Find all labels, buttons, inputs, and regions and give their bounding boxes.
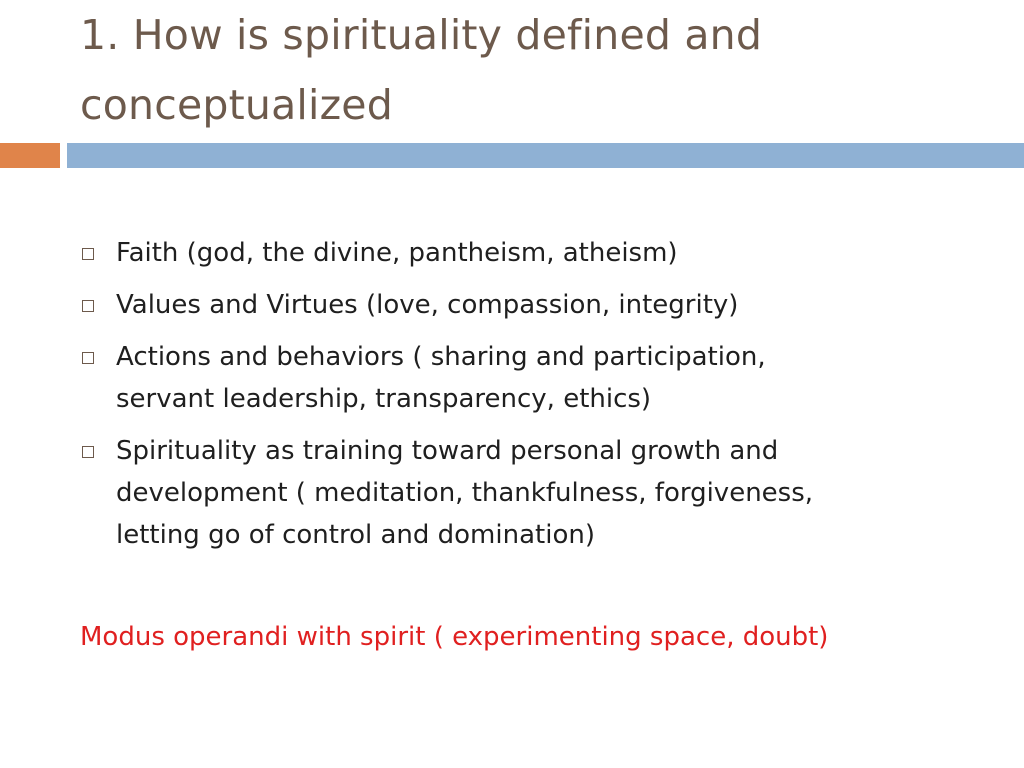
hollow-square-icon bbox=[82, 352, 94, 364]
list-item bbox=[80, 336, 960, 420]
slide-title-line: conceptualized bbox=[80, 81, 393, 129]
highlight-note: Modus operandi with spirit ( experimenting space, doubt) bbox=[80, 622, 829, 652]
hollow-square-icon bbox=[82, 446, 94, 458]
bullet-text-line: Spirituality as training toward personal growth and bbox=[116, 436, 779, 466]
bullet-text-line: development ( meditation, thankfulness, forgiveness, bbox=[116, 478, 814, 508]
accent-bar-orange bbox=[0, 143, 60, 168]
slide-title-line: 1. How is spirituality defined and bbox=[80, 11, 763, 59]
bullet-list bbox=[80, 232, 960, 566]
hollow-square-icon bbox=[82, 300, 94, 312]
bullet-text-line: letting go of control and domination) bbox=[116, 520, 595, 550]
list-item bbox=[80, 284, 960, 326]
bullet-text-line: Values and Virtues (love, compassion, integrity) bbox=[116, 290, 739, 320]
bullet-text-line: Actions and behaviors ( sharing and participation, bbox=[116, 342, 766, 372]
hollow-square-icon bbox=[82, 248, 94, 260]
slide-title bbox=[80, 0, 980, 140]
bullet-text-line: Faith (god, the divine, pantheism, atheism) bbox=[116, 238, 678, 268]
list-item bbox=[80, 232, 960, 274]
accent-bar-blue bbox=[67, 143, 1024, 168]
list-item bbox=[80, 430, 960, 556]
bullet-text-line: servant leadership, transparency, ethics) bbox=[116, 384, 652, 414]
